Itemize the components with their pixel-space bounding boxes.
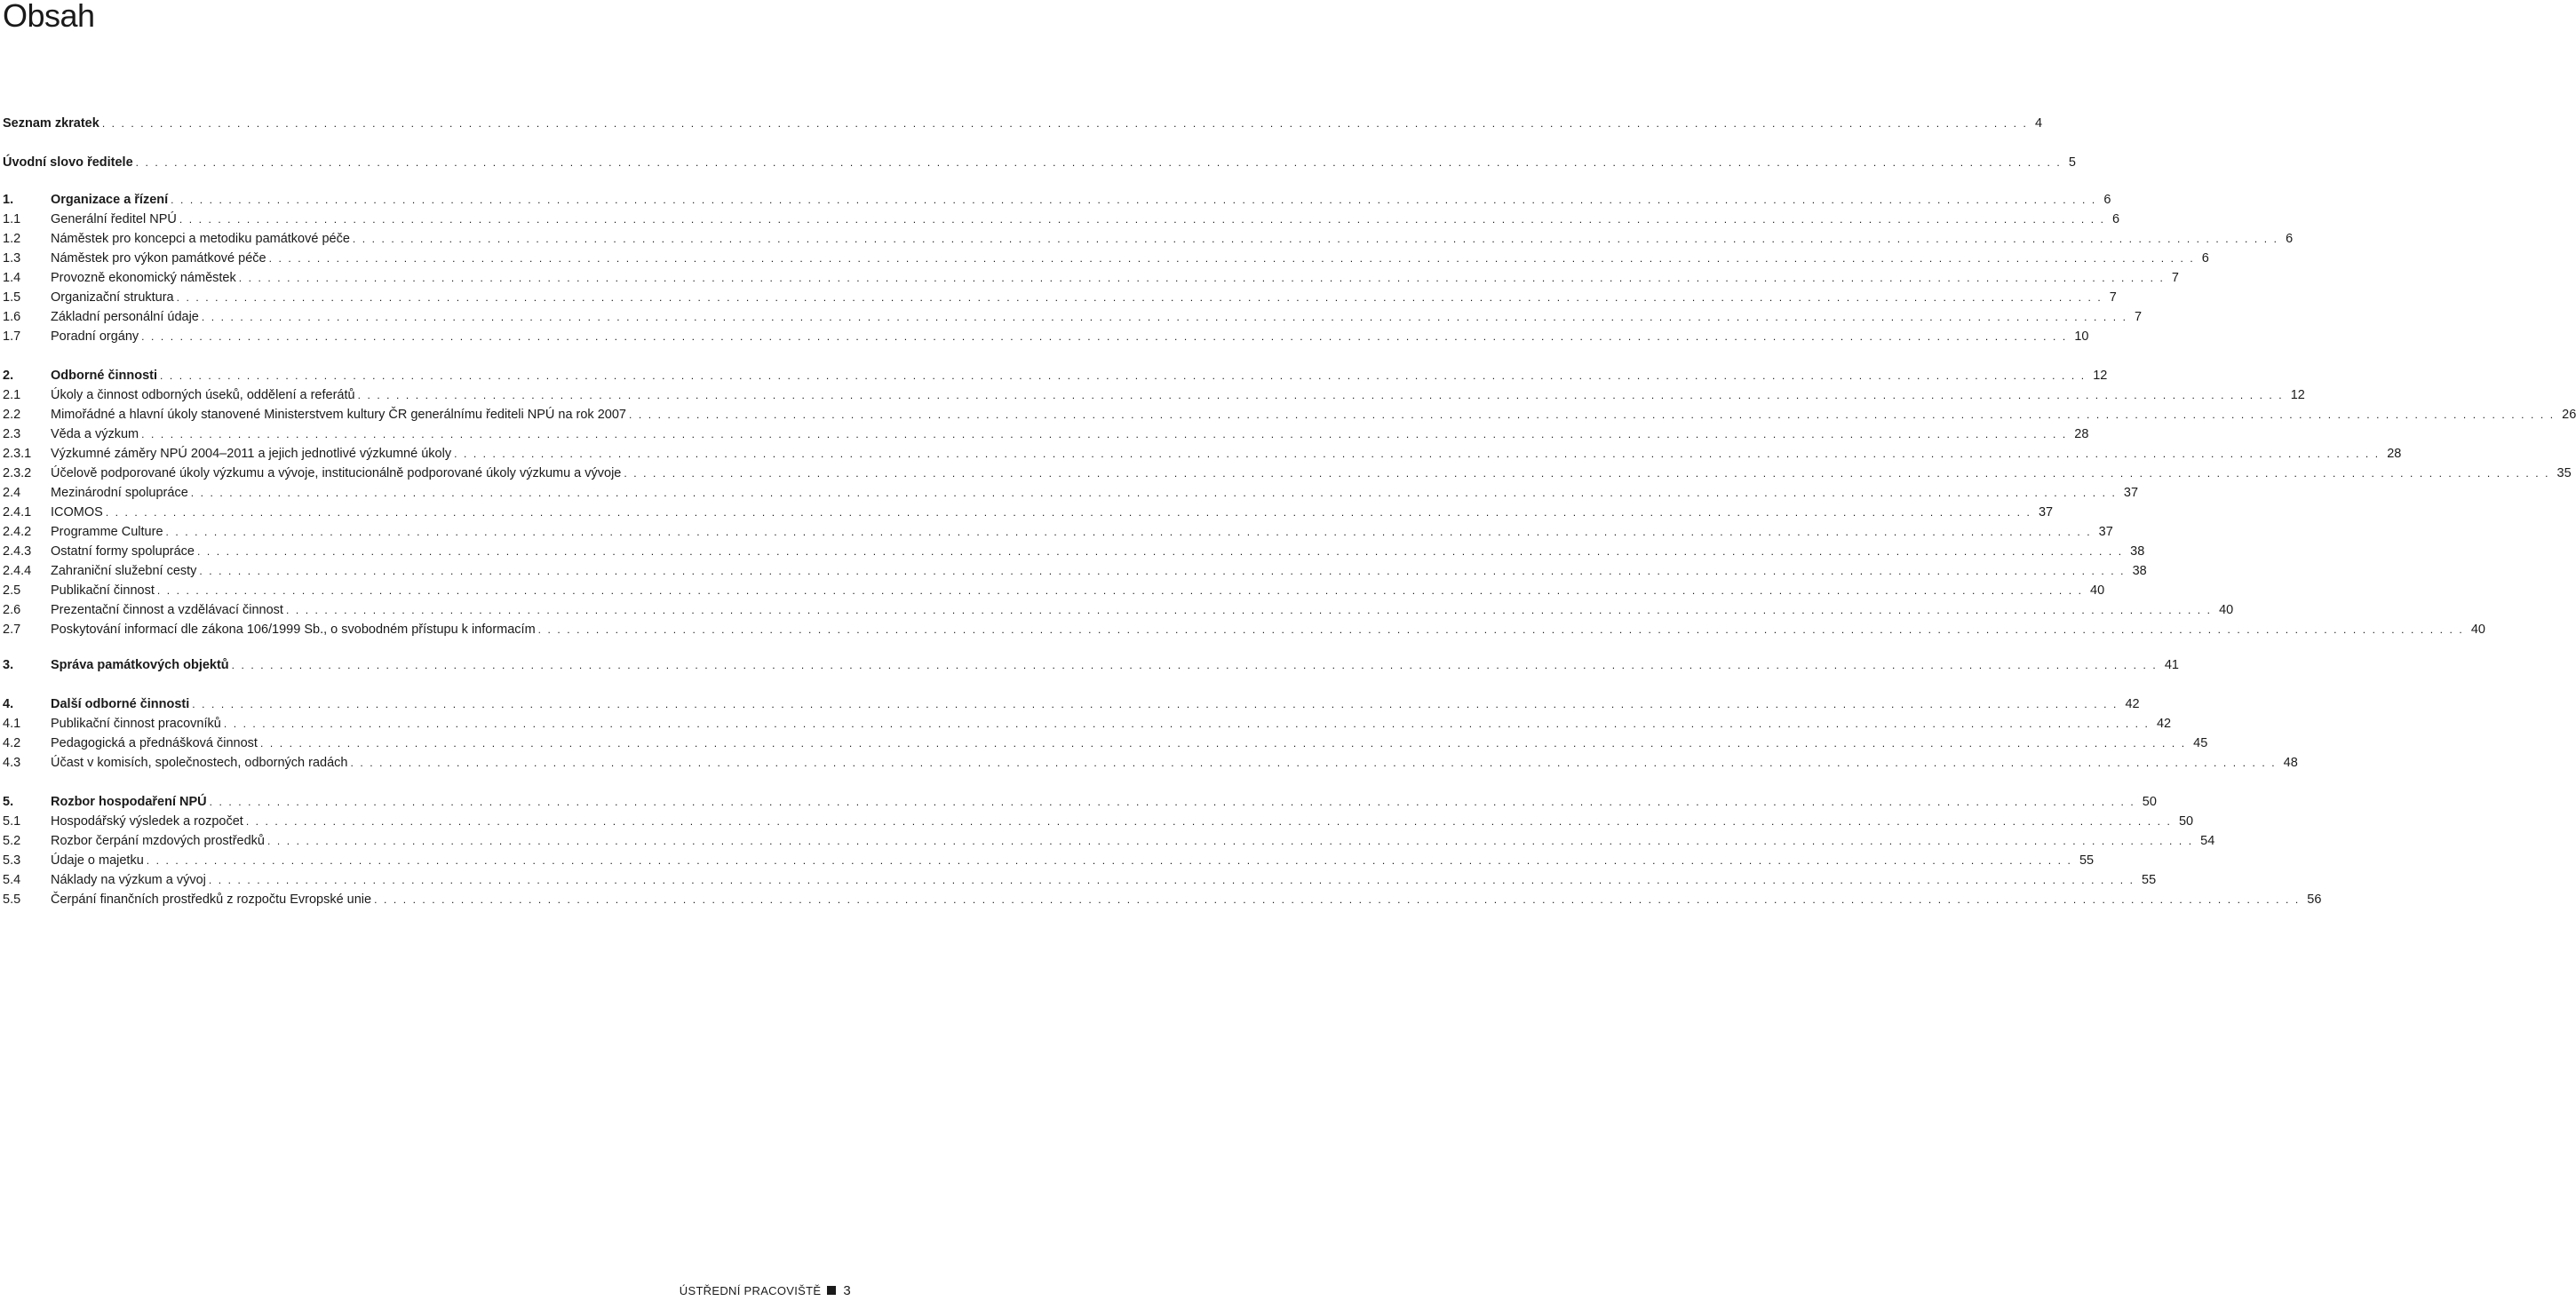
toc-entry-number: 2.4 xyxy=(3,486,21,500)
toc-entry-page: 37 xyxy=(2098,525,2113,539)
toc-entry[interactable] xyxy=(3,249,2209,268)
footer-section-label: ÚSTŘEDNÍ PRACOVIŠTĚ xyxy=(679,1283,822,1297)
toc-entry-label: Rozbor čerpání mzdových prostředků xyxy=(51,834,265,848)
dot-leader: . . . . . . . . . . . . . . . . . . . . . . . . . . . . . . . . . . . . . . . . . . . . . . . . . . . . . . . . . . . . . . . . . . . . . . . . . . . . . . . . . . . . . . . . . . . . . . . . . . . . . . . . . . . . . . . . . . . . . . . . . . . . . . . . . . . . . . . . . . . . . . . . . . . . . . . . . . . . . . . . . . . . . . . . . . . . . . . . . . . . . . . . . . . . . . . . . . . . . . . . xyxy=(176,291,2103,304)
toc-entry-number: 5.3 xyxy=(3,853,21,868)
dot-leader: . . . . . . . . . . . . . . . . . . . . . . . . . . . . . . . . . . . . . . . . . . . . . . . . . . . . . . . . . . . . . . . . . . . . . . . . . . . . . . . . . . . . . . . . . . . . . . . . . . . . . . . . . . . . . . . . . . . . . . . . . . . . . . . . . . . . . . . . . . . . . . . . . . . . . . . . . . . . . . . . . . . . . . . . . . . . . . . . . . . . . . . . . . . . . . . . . . . . . . . . xyxy=(628,409,2556,421)
toc-entry-label: Organizační struktura xyxy=(51,290,174,305)
toc-entry-label: Zahraniční služební cesty xyxy=(51,564,197,578)
toc-entry-page: 6 xyxy=(2112,212,2120,226)
toc-entry-number: 2.4.1 xyxy=(3,505,32,520)
toc-entry-page: 26 xyxy=(2562,408,2576,422)
toc-entry[interactable] xyxy=(3,229,2294,249)
toc-entry-label: Ostatní formy spolupráce xyxy=(51,544,195,559)
dot-leader: . . . . . . . . . . . . . . . . . . . . . . . . . . . . . . . . . . . . . . . . . . . . . . . . . . . . . . . . . . . . . . . . . . . . . . . . . . . . . . . . . . . . . . . . . . . . . . . . . . . . . . . . . . . . . . . . . . . . . . . . . . . . . . . . . . . . . . . . . . . . . . . . . . . . . . . . . . . . . . . . . . . . . . . . . . . . . . . . . . . . . . . . . . . . . . . . . . . . . . . . xyxy=(238,272,2165,284)
toc-entry-label: Seznam zkratek xyxy=(3,116,99,131)
toc-entry-number: 2.5 xyxy=(3,583,21,598)
toc-entry-label: Mezinárodní spolupráce xyxy=(51,486,188,500)
toc-entry-number: 1.6 xyxy=(3,310,21,324)
toc-entry[interactable] xyxy=(3,483,2139,503)
toc-entry-page: 56 xyxy=(2307,892,2322,907)
dot-leader: . . . . . . . . . . . . . . . . . . . . . . . . . . . . . . . . . . . . . . . . . . . . . . . . . . . . . . . . . . . . . . . . . . . . . . . . . . . . . . . . . . . . . . . . . . . . . . . . . . . . . . . . . . . . . . . . . . . . . . . . . . . . . . . . . . . . . . . . . . . . . . . . . . . . . . . . . . . . . . . . . . . . . . . . . . . . . . . . . . . . . . . . . . . . . . . . . . . . . . . . xyxy=(135,156,2062,169)
toc-entry-number: 1.7 xyxy=(3,329,21,344)
dot-leader: . . . . . . . . . . . . . . . . . . . . . . . . . . . . . . . . . . . . . . . . . . . . . . . . . . . . . . . . . . . . . . . . . . . . . . . . . . . . . . . . . . . . . . . . . . . . . . . . . . . . . . . . . . . . . . . . . . . . . . . . . . . . . . . . . . . . . . . . . . . . . . . . . . . . . . . . . . . . . . . . . . . . . . . . . . . . . . . . . . . . . . . . . . . . . . . . . . . . . . . . xyxy=(156,584,2084,597)
toc-entry-page: 55 xyxy=(2142,873,2157,887)
page-footer xyxy=(680,1282,851,1298)
toc-entry-page: 35 xyxy=(2556,466,2572,480)
toc-entry-page: 48 xyxy=(2283,756,2298,770)
toc-entry-number: 1. xyxy=(3,193,14,207)
dot-leader: . . . . . . . . . . . . . . . . . . . . . . . . . . . . . . . . . . . . . . . . . . . . . . . . . . . . . . . . . . . . . . . . . . . . . . . . . . . . . . . . . . . . . . . . . . . . . . . . . . . . . . . . . . . . . . . . . . . . . . . . . . . . . . . . . . . . . . . . . . . . . . . . . . . . . . . . . . . . . . . . . . . . . . . . . . . . . . . . . . . . . . . . . . . . . . . . . . . . . . . . xyxy=(190,487,2117,499)
toc-entry-label: Náměstek pro výkon památkové péče xyxy=(51,251,266,266)
dot-leader: . . . . . . . . . . . . . . . . . . . . . . . . . . . . . . . . . . . . . . . . . . . . . . . . . . . . . . . . . . . . . . . . . . . . . . . . . . . . . . . . . . . . . . . . . . . . . . . . . . . . . . . . . . . . . . . . . . . . . . . . . . . . . . . . . . . . . . . . . . . . . . . . . . . . . . . . . . . . . . . . . . . . . . . . . . . . . . . . . . . . . . . . . . . . . . . . . . . . . . . . xyxy=(268,252,2195,265)
toc-entry-number: 2.4.4 xyxy=(3,564,32,578)
dot-leader: . . . . . . . . . . . . . . . . . . . . . . . . . . . . . . . . . . . . . . . . . . . . . . . . . . . . . . . . . . . . . . . . . . . . . . . . . . . . . . . . . . . . . . . . . . . . . . . . . . . . . . . . . . . . . . . . . . . . . . . . . . . . . . . . . . . . . . . . . . . . . . . . . . . . . . . . . . . . . . . . . . . . . . . . . . . . . . . . . . . . . . . . . . . . . . . . . . . . . . . . xyxy=(537,623,2464,636)
toc-entry-number: 2.4.2 xyxy=(3,525,32,539)
toc-entry[interactable] xyxy=(3,851,2095,870)
toc-entry-page: 38 xyxy=(2132,564,2147,578)
toc-entry-page: 40 xyxy=(2219,603,2234,617)
toc-entry[interactable] xyxy=(3,405,2576,424)
dot-leader: . . . . . . . . . . . . . . . . . . . . . . . . . . . . . . . . . . . . . . . . . . . . . . . . . . . . . . . . . . . . . . . . . . . . . . . . . . . . . . . . . . . . . . . . . . . . . . . . . . . . . . . . . . . . . . . . . . . . . . . . . . . . . . . . . . . . . . . . . . . . . . . . . . . . . . . . . . . . . . . . . . . . . . . . . . . . . . . . . . . . . . . . . . . . . . . . . . . . . . . . xyxy=(199,565,2126,577)
toc-entry-label: Rozbor hospodaření NPÚ xyxy=(51,795,207,809)
dot-leader: . . . . . . . . . . . . . . . . . . . . . . . . . . . . . . . . . . . . . . . . . . . . . . . . . . . . . . . . . . . . . . . . . . . . . . . . . . . . . . . . . . . . . . . . . . . . . . . . . . . . . . . . . . . . . . . . . . . . . . . . . . . . . . . . . . . . . . . . . . . . . . . . . . . . . . . . . . . . . . . . . . . . . . . . . . . . . . . . . . . . . . . . . . . . . . . . . . . . . . . . xyxy=(352,233,2279,245)
toc-entry-label: Základní personální údaje xyxy=(51,310,199,324)
toc-entry-label: Poskytování informací dle zákona 106/1999 Sb., o svobodném přístupu k informacím xyxy=(51,623,536,637)
toc-entry-label: Generální ředitel NPÚ xyxy=(51,212,177,226)
toc-entry-page: 7 xyxy=(2135,310,2143,324)
toc-entry-page: 42 xyxy=(2125,697,2140,711)
toc-entry-number: 4. xyxy=(3,697,14,711)
toc-entry-number: 1.2 xyxy=(3,232,21,246)
toc-entry-page: 7 xyxy=(2171,271,2179,285)
dot-leader: . . . . . . . . . . . . . . . . . . . . . . . . . . . . . . . . . . . . . . . . . . . . . . . . . . . . . . . . . . . . . . . . . . . . . . . . . . . . . . . . . . . . . . . . . . . . . . . . . . . . . . . . . . . . . . . . . . . . . . . . . . . . . . . . . . . . . . . . . . . . . . . . . . . . . . . . . . . . . . . . . . . . . . . . . . . . . . . . . . . . . . . . . . . . . . . . . . . . . . . . xyxy=(105,506,2031,519)
toc-entry[interactable] xyxy=(3,424,2089,444)
toc-entry[interactable] xyxy=(3,153,2076,172)
toc-entry-number: 1.5 xyxy=(3,290,21,305)
page-title: Obsah xyxy=(3,0,95,34)
toc-entry[interactable] xyxy=(3,288,2117,307)
dot-leader: . . . . . . . . . . . . . . . . . . . . . . . . . . . . . . . . . . . . . . . . . . . . . . . . . . . . . . . . . . . . . . . . . . . . . . . . . . . . . . . . . . . . . . . . . . . . . . . . . . . . . . . . . . . . . . . . . . . . . . . . . . . . . . . . . . . . . . . . . . . . . . . . . . . . . . . . . . . . . . . . . . . . . . . . . . . . . . . . . . . . . . . . . . . . . . . . . . . . . . . . xyxy=(101,117,2028,130)
toc-entry-label: Programme Culture xyxy=(51,525,163,539)
toc-entry[interactable] xyxy=(3,561,2147,581)
dot-leader: . . . . . . . . . . . . . . . . . . . . . . . . . . . . . . . . . . . . . . . . . . . . . . . . . . . . . . . . . . . . . . . . . . . . . . . . . . . . . . . . . . . . . . . . . . . . . . . . . . . . . . . . . . . . . . . . . . . . . . . . . . . . . . . . . . . . . . . . . . . . . . . . . . . . . . . . . . . . . . . . . . . . . . . . . . . . . . . . . . . . . . . . . . . . . . . . . . . . . . . . xyxy=(374,893,2301,906)
toc-entry-page: 5 xyxy=(2068,155,2076,170)
toc-entry-page: 41 xyxy=(2164,658,2179,672)
toc-entry-number: 5.1 xyxy=(3,814,21,829)
toc-entry-label: Další odborné činnosti xyxy=(51,697,190,711)
toc-entry-label: Publikační činnost pracovníků xyxy=(51,717,221,731)
toc-entry-number: 4.1 xyxy=(3,717,21,731)
toc-entry-number: 1.1 xyxy=(3,212,21,226)
toc-entry-number: 1.4 xyxy=(3,271,21,285)
toc-entry-label: Úvodní slovo ředitele xyxy=(3,155,133,170)
toc-entry-number: 2.4.3 xyxy=(3,544,32,559)
toc-entry[interactable] xyxy=(3,307,2143,327)
dot-leader: . . . . . . . . . . . . . . . . . . . . . . . . . . . . . . . . . . . . . . . . . . . . . . . . . . . . . . . . . . . . . . . . . . . . . . . . . . . . . . . . . . . . . . . . . . . . . . . . . . . . . . . . . . . . . . . . . . . . . . . . . . . . . . . . . . . . . . . . . . . . . . . . . . . . . . . . . . . . . . . . . . . . . . . . . . . . . . . . . . . . . . . . . . . . . . . . . . . . . . . . xyxy=(245,815,2172,828)
toc-entry-page: 7 xyxy=(2109,290,2117,305)
toc-entry-page: 4 xyxy=(2034,116,2043,131)
toc-entry-page: 54 xyxy=(2200,834,2215,848)
toc-entry-label: Pedagogická a přednášková činnost xyxy=(51,736,258,750)
dot-leader: . . . . . . . . . . . . . . . . . . . . . . . . . . . . . . . . . . . . . . . . . . . . . . . . . . . . . . . . . . . . . . . . . . . . . . . . . . . . . . . . . . . . . . . . . . . . . . . . . . . . . . . . . . . . . . . . . . . . . . . . . . . . . . . . . . . . . . . . . . . . . . . . . . . . . . . . . . . . . . . . . . . . . . . . . . . . . . . . . . . . . . . . . . . . . . . . . . . . . . . . xyxy=(266,835,2194,847)
toc-entry[interactable] xyxy=(3,464,2572,483)
toc-entry-page: 28 xyxy=(2074,427,2089,441)
toc-entry[interactable] xyxy=(3,600,2234,620)
toc-entry-label: Věda a výzkum xyxy=(51,427,139,441)
toc-entry[interactable] xyxy=(3,190,2111,210)
dot-leader: . . . . . . . . . . . . . . . . . . . . . . . . . . . . . . . . . . . . . . . . . . . . . . . . . . . . . . . . . . . . . . . . . . . . . . . . . . . . . . . . . . . . . . . . . . . . . . . . . . . . . . . . . . . . . . . . . . . . . . . . . . . . . . . . . . . . . . . . . . . . . . . . . . . . . . . . . . . . . . . . . . . . . . . . . . . . . . . . . . . . . . . . . . . . . . . . . . . . . . . . xyxy=(454,448,2381,460)
toc-entry-page: 38 xyxy=(2130,544,2145,559)
toc-entry-label: Prezentační činnost a vzdělávací činnost xyxy=(51,603,283,617)
toc-entry[interactable] xyxy=(3,812,2194,831)
toc-entry-number: 2.2 xyxy=(3,408,21,422)
toc-entry-page: 50 xyxy=(2142,795,2157,809)
toc-entry-number: 5.2 xyxy=(3,834,21,848)
toc-entry[interactable] xyxy=(3,503,2054,522)
toc-entry-number: 1.3 xyxy=(3,251,21,266)
dot-leader: . . . . . . . . . . . . . . . . . . . . . . . . . . . . . . . . . . . . . . . . . . . . . . . . . . . . . . . . . . . . . . . . . . . . . . . . . . . . . . . . . . . . . . . . . . . . . . . . . . . . . . . . . . . . . . . . . . . . . . . . . . . . . . . . . . . . . . . . . . . . . . . . . . . . . . . . . . . . . . . . . . . . . . . . . . . . . . . . . . . . . . . . . . . . . . . . . . . . . . . . xyxy=(141,330,2068,343)
toc-entry[interactable] xyxy=(3,792,2157,812)
toc-entry[interactable] xyxy=(3,385,2305,405)
toc-entry-label: Účelově podporované úkoly výzkumu a vývoje, institucionálně podporované úkoly výzkumu a vývoje xyxy=(51,466,622,480)
toc-entry-label: Organizace a řízení xyxy=(51,193,169,207)
toc-entry-label: Odborné činnosti xyxy=(51,369,158,383)
toc-entry[interactable] xyxy=(3,870,2157,890)
toc-entry[interactable] xyxy=(3,366,2108,385)
toc-entry[interactable] xyxy=(3,444,2402,464)
toc-entry-label: Údaje o majetku xyxy=(51,853,144,868)
toc-entry-number: 2.6 xyxy=(3,603,21,617)
toc-entry-number: 2.3.1 xyxy=(3,447,32,461)
toc-entry[interactable] xyxy=(3,581,2105,600)
dot-leader: . . . . . . . . . . . . . . . . . . . . . . . . . . . . . . . . . . . . . . . . . . . . . . . . . . . . . . . . . . . . . . . . . . . . . . . . . . . . . . . . . . . . . . . . . . . . . . . . . . . . . . . . . . . . . . . . . . . . . . . . . . . . . . . . . . . . . . . . . . . . . . . . . . . . . . . . . . . . . . . . . . . . . . . . . . . . . . . . . . . . . . . . . . . . . . . . . . . . . . . . xyxy=(146,854,2072,867)
toc-entry-number: 2.1 xyxy=(3,388,21,402)
toc-entry-page: 55 xyxy=(2079,853,2095,868)
toc-entry-label: Hospodářský výsledek a rozpočet xyxy=(51,814,243,829)
square-bullet-icon xyxy=(827,1286,836,1295)
toc-entry-page: 12 xyxy=(2093,369,2108,383)
dot-leader: . . . . . . . . . . . . . . . . . . . . . . . . . . . . . . . . . . . . . . . . . . . . . . . . . . . . . . . . . . . . . . . . . . . . . . . . . . . . . . . . . . . . . . . . . . . . . . . . . . . . . . . . . . . . . . . . . . . . . . . . . . . . . . . . . . . . . . . . . . . . . . . . . . . . . . . . . . . . . . . . . . . . . . . . . . . . . . . . . . . . . . . . . . . . . . . . . . . . . . . . xyxy=(165,526,2092,538)
toc-entry[interactable] xyxy=(3,114,2043,133)
toc-entry[interactable] xyxy=(3,890,2322,909)
toc-entry-page: 6 xyxy=(2286,232,2294,246)
toc-entry[interactable] xyxy=(3,327,2089,346)
dot-leader: . . . . . . . . . . . . . . . . . . . . . . . . . . . . . . . . . . . . . . . . . . . . . . . . . . . . . . . . . . . . . . . . . . . . . . . . . . . . . . . . . . . . . . . . . . . . . . . . . . . . . . . . . . . . . . . . . . . . . . . . . . . . . . . . . . . . . . . . . . . . . . . . . . . . . . . . . . . . . . . . . . . . . . . . . . . . . . . . . . . . . . . . . . . . . . . . . . . . . . . . xyxy=(350,757,2277,769)
toc-entry[interactable] xyxy=(3,620,2485,639)
dot-leader: . . . . . . . . . . . . . . . . . . . . . . . . . . . . . . . . . . . . . . . . . . . . . . . . . . . . . . . . . . . . . . . . . . . . . . . . . . . . . . . . . . . . . . . . . . . . . . . . . . . . . . . . . . . . . . . . . . . . . . . . . . . . . . . . . . . . . . . . . . . . . . . . . . . . . . . . . . . . . . . . . . . . . . . . . . . . . . . . . . . . . . . . . . . . . . . . . . . . . . . . xyxy=(285,604,2213,616)
dot-leader: . . . . . . . . . . . . . . . . . . . . . . . . . . . . . . . . . . . . . . . . . . . . . . . . . . . . . . . . . . . . . . . . . . . . . . . . . . . . . . . . . . . . . . . . . . . . . . . . . . . . . . . . . . . . . . . . . . . . . . . . . . . . . . . . . . . . . . . . . . . . . . . . . . . . . . . . . . . . . . . . . . . . . . . . . . . . . . . . . . . . . . . . . . . . . . . . . . . . . . . . xyxy=(160,369,2087,382)
toc-entry-page: 50 xyxy=(2178,814,2194,829)
toc-entry-page: 10 xyxy=(2074,329,2089,344)
dot-leader: . . . . . . . . . . . . . . . . . . . . . . . . . . . . . . . . . . . . . . . . . . . . . . . . . . . . . . . . . . . . . . . . . . . . . . . . . . . . . . . . . . . . . . . . . . . . . . . . . . . . . . . . . . . . . . . . . . . . . . . . . . . . . . . . . . . . . . . . . . . . . . . . . . . . . . . . . . . . . . . . . . . . . . . . . . . . . . . . . . . . . . . . . . . . . . . . . . . . . . . . xyxy=(192,698,2119,710)
toc-entry-page: 40 xyxy=(2470,623,2485,637)
dot-leader: . . . . . . . . . . . . . . . . . . . . . . . . . . . . . . . . . . . . . . . . . . . . . . . . . . . . . . . . . . . . . . . . . . . . . . . . . . . . . . . . . . . . . . . . . . . . . . . . . . . . . . . . . . . . . . . . . . . . . . . . . . . . . . . . . . . . . . . . . . . . . . . . . . . . . . . . . . . . . . . . . . . . . . . . . . . . . . . . . . . . . . . . . . . . . . . . . . . . . . . . xyxy=(179,213,2105,226)
toc-entry[interactable] xyxy=(3,714,2172,734)
toc-entry-label: Náměstek pro koncepci a metodiku památkové péče xyxy=(51,232,350,246)
toc-entry-number: 2.3 xyxy=(3,427,21,441)
toc-entry-page: 42 xyxy=(2156,717,2172,731)
dot-leader: . . . . . . . . . . . . . . . . . . . . . . . . . . . . . . . . . . . . . . . . . . . . . . . . . . . . . . . . . . . . . . . . . . . . . . . . . . . . . . . . . . . . . . . . . . . . . . . . . . . . . . . . . . . . . . . . . . . . . . . . . . . . . . . . . . . . . . . . . . . . . . . . . . . . . . . . . . . . . . . . . . . . . . . . . . . . . . . . . . . . . . . . . . . . . . . . . . . . . . . . xyxy=(223,718,2150,730)
toc-entry[interactable] xyxy=(3,694,2140,714)
toc-entry[interactable] xyxy=(3,753,2298,773)
dot-leader: . . . . . . . . . . . . . . . . . . . . . . . . . . . . . . . . . . . . . . . . . . . . . . . . . . . . . . . . . . . . . . . . . . . . . . . . . . . . . . . . . . . . . . . . . . . . . . . . . . . . . . . . . . . . . . . . . . . . . . . . . . . . . . . . . . . . . . . . . . . . . . . . . . . . . . . . . . . . . . . . . . . . . . . . . . . . . . . . . . . . . . . . . . . . . . . . . . . . . . . . xyxy=(141,428,2068,440)
toc-entry-label: Mimořádné a hlavní úkoly stanovené Ministerstvem kultury ČR generálnímu řediteli NPÚ na rok 2007 xyxy=(51,408,626,422)
toc-entry-number: 2. xyxy=(3,369,14,383)
toc-entry-number: 2.3.2 xyxy=(3,466,32,480)
toc-entry-page: 28 xyxy=(2387,447,2402,461)
footer-page-number: 3 xyxy=(843,1282,851,1298)
toc-entry-label: Poradní orgány xyxy=(51,329,139,344)
toc-entry-page: 40 xyxy=(2090,583,2105,598)
toc-entry[interactable] xyxy=(3,734,2208,753)
toc-entry-page: 37 xyxy=(2038,505,2054,520)
dot-leader: . . . . . . . . . . . . . . . . . . . . . . . . . . . . . . . . . . . . . . . . . . . . . . . . . . . . . . . . . . . . . . . . . . . . . . . . . . . . . . . . . . . . . . . . . . . . . . . . . . . . . . . . . . . . . . . . . . . . . . . . . . . . . . . . . . . . . . . . . . . . . . . . . . . . . . . . . . . . . . . . . . . . . . . . . . . . . . . . . . . . . . . . . . . . . . . . . . . . . . . . xyxy=(259,737,2187,750)
toc-entry-number: 3. xyxy=(3,658,14,672)
toc-entry-number: 5.5 xyxy=(3,892,21,907)
toc-entry-page: 12 xyxy=(2290,388,2305,402)
toc-entry-label: Provozně ekonomický náměstek xyxy=(51,271,236,285)
toc-entry[interactable] xyxy=(3,655,2179,675)
toc-entry-number: 5.4 xyxy=(3,873,21,887)
toc-entry-page: 6 xyxy=(2103,193,2111,207)
toc-entry-label: Náklady na výzkum a vývoj xyxy=(51,873,206,887)
toc-entry-page: 6 xyxy=(2201,251,2209,266)
toc-entry[interactable] xyxy=(3,542,2145,561)
toc-entry-number: 5. xyxy=(3,795,14,809)
dot-leader: . . . . . . . . . . . . . . . . . . . . . . . . . . . . . . . . . . . . . . . . . . . . . . . . . . . . . . . . . . . . . . . . . . . . . . . . . . . . . . . . . . . . . . . . . . . . . . . . . . . . . . . . . . . . . . . . . . . . . . . . . . . . . . . . . . . . . . . . . . . . . . . . . . . . . . . . . . . . . . . . . . . . . . . . . . . . . . . . . . . . . . . . . . . . . . . . . . . . . . . . xyxy=(357,389,2284,401)
toc-entry-number: 4.3 xyxy=(3,756,21,770)
toc-entry-number: 2.7 xyxy=(3,623,21,637)
toc-entry[interactable] xyxy=(3,831,2215,851)
toc-entry-label: Výzkumné záměry NPÚ 2004–2011 a jejich jednotlivé výzkumné úkoly xyxy=(51,447,452,461)
toc-entry-number: 4.2 xyxy=(3,736,21,750)
toc-entry-label: Čerpání finančních prostředků z rozpočtu Evropské unie xyxy=(51,892,372,907)
toc-entry[interactable] xyxy=(3,210,2120,229)
toc-entry-page: 45 xyxy=(2193,736,2208,750)
toc-entry-label: Publikační činnost xyxy=(51,583,155,598)
toc-entry-label: ICOMOS xyxy=(51,505,103,520)
toc-entry-label: Správa památkových objektů xyxy=(51,658,229,672)
dot-leader: . . . . . . . . . . . . . . . . . . . . . . . . . . . . . . . . . . . . . . . . . . . . . . . . . . . . . . . . . . . . . . . . . . . . . . . . . . . . . . . . . . . . . . . . . . . . . . . . . . . . . . . . . . . . . . . . . . . . . . . . . . . . . . . . . . . . . . . . . . . . . . . . . . . . . . . . . . . . . . . . . . . . . . . . . . . . . . . . . . . . . . . . . . . . . . . . . . . . . . . . xyxy=(209,796,2135,808)
dot-leader: . . . . . . . . . . . . . . . . . . . . . . . . . . . . . . . . . . . . . . . . . . . . . . . . . . . . . . . . . . . . . . . . . . . . . . . . . . . . . . . . . . . . . . . . . . . . . . . . . . . . . . . . . . . . . . . . . . . . . . . . . . . . . . . . . . . . . . . . . . . . . . . . . . . . . . . . . . . . . . . . . . . . . . . . . . . . . . . . . . . . . . . . . . . . . . . . . . . . . . . . xyxy=(197,545,2124,558)
dot-leader: . . . . . . . . . . . . . . . . . . . . . . . . . . . . . . . . . . . . . . . . . . . . . . . . . . . . . . . . . . . . . . . . . . . . . . . . . . . . . . . . . . . . . . . . . . . . . . . . . . . . . . . . . . . . . . . . . . . . . . . . . . . . . . . . . . . . . . . . . . . . . . . . . . . . . . . . . . . . . . . . . . . . . . . . . . . . . . . . . . . . . . . . . . . . . . . . . . . . . . . . xyxy=(201,311,2128,323)
dot-leader: . . . . . . . . . . . . . . . . . . . . . . . . . . . . . . . . . . . . . . . . . . . . . . . . . . . . . . . . . . . . . . . . . . . . . . . . . . . . . . . . . . . . . . . . . . . . . . . . . . . . . . . . . . . . . . . . . . . . . . . . . . . . . . . . . . . . . . . . . . . . . . . . . . . . . . . . . . . . . . . . . . . . . . . . . . . . . . . . . . . . . . . . . . . . . . . . . . . . . . . . xyxy=(231,659,2158,671)
dot-leader: . . . . . . . . . . . . . . . . . . . . . . . . . . . . . . . . . . . . . . . . . . . . . . . . . . . . . . . . . . . . . . . . . . . . . . . . . . . . . . . . . . . . . . . . . . . . . . . . . . . . . . . . . . . . . . . . . . . . . . . . . . . . . . . . . . . . . . . . . . . . . . . . . . . . . . . . . . . . . . . . . . . . . . . . . . . . . . . . . . . . . . . . . . . . . . . . . . . . . . . . xyxy=(208,874,2135,886)
toc-entry-page: 37 xyxy=(2123,486,2139,500)
toc-entry-label: Úkoly a činnost odborných úseků, oddělení a referátů xyxy=(51,388,355,402)
dot-leader: . . . . . . . . . . . . . . . . . . . . . . . . . . . . . . . . . . . . . . . . . . . . . . . . . . . . . . . . . . . . . . . . . . . . . . . . . . . . . . . . . . . . . . . . . . . . . . . . . . . . . . . . . . . . . . . . . . . . . . . . . . . . . . . . . . . . . . . . . . . . . . . . . . . . . . . . . . . . . . . . . . . . . . . . . . . . . . . . . . . . . . . . . . . . . . . . . . . . . . . . xyxy=(624,467,2550,480)
dot-leader: . . . . . . . . . . . . . . . . . . . . . . . . . . . . . . . . . . . . . . . . . . . . . . . . . . . . . . . . . . . . . . . . . . . . . . . . . . . . . . . . . . . . . . . . . . . . . . . . . . . . . . . . . . . . . . . . . . . . . . . . . . . . . . . . . . . . . . . . . . . . . . . . . . . . . . . . . . . . . . . . . . . . . . . . . . . . . . . . . . . . . . . . . . . . . . . . . . . . . . . . xyxy=(171,194,2097,206)
toc-entry[interactable] xyxy=(3,522,2113,542)
toc-entry-label: Účast v komisích, společnostech, odborných radách xyxy=(51,756,348,770)
toc-entry[interactable] xyxy=(3,268,2179,288)
